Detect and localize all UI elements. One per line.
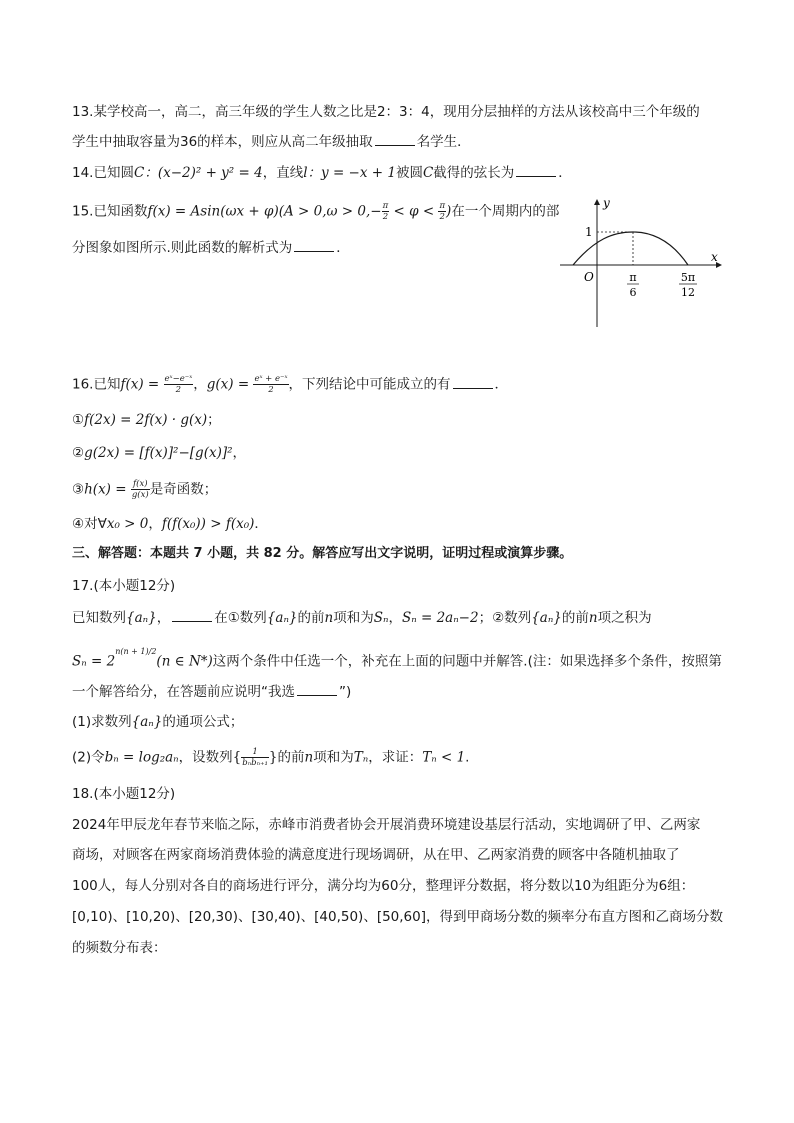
option-math: f(2x) = 2f(x) · g(x) — [84, 412, 208, 428]
q17-text: 的前 — [297, 610, 325, 626]
q13-text: 名学生． — [416, 134, 471, 150]
q17-text: 一个解答给分，在答题前应说明“我选 — [72, 684, 295, 700]
q17-text: 项和为 — [333, 610, 374, 626]
q17-part-1 — [72, 712, 243, 732]
q17-line3 — [72, 682, 351, 702]
q15-text: 分图象如图所示.则此函数的解析式为 — [72, 240, 293, 256]
q17-math: n — [304, 749, 314, 766]
frac-den: bₙbₙ₊₁ — [242, 758, 268, 768]
q16-text: 16.已知 — [72, 376, 121, 393]
q17-text: ”) — [339, 684, 352, 700]
frac-num: eˣ−e⁻ˣ — [164, 374, 193, 384]
q18-heading: 18.(本小题12分) — [72, 786, 176, 802]
q17-text: 这两个条件中任选一个，补充在上面的问题中并解答.(注：如果选择多个条件，按照第 — [212, 653, 722, 670]
q17-text: 的前 — [277, 749, 305, 766]
q15-math: ) — [446, 203, 452, 220]
y-axis-label: y — [603, 196, 610, 210]
q16-stem — [72, 374, 508, 395]
answer-blank — [516, 164, 556, 177]
sine-graph — [555, 195, 730, 335]
x-axis-label: x — [711, 250, 718, 264]
q16-option-3 — [72, 479, 217, 500]
answer-blank — [294, 239, 334, 252]
q17-text: ， — [156, 610, 171, 626]
frac-num: π — [382, 201, 389, 211]
option-math: h(x) = — [84, 481, 131, 498]
q14-text: ，直线 — [262, 165, 304, 181]
q17-text: 的通项公式； — [162, 714, 244, 730]
q15-text: ． — [336, 240, 350, 256]
q17-math: n — [324, 610, 334, 626]
tick-5pi-12-den: 12 — [681, 286, 695, 299]
q15-text: 15.已知函数 — [72, 203, 148, 220]
line-equation: l：y = −x + 1 — [303, 165, 396, 181]
q17-line1 — [72, 608, 652, 628]
q17-text: 在①数列 — [214, 610, 267, 626]
tick-5pi-12-num: 5π — [680, 271, 696, 284]
option-text: ； — [207, 412, 221, 428]
q18-line1: 2024年甲辰龙年春节来临之际，赤峰市消费者协会开展消费环境建设基层行活动，实地调研了甲、乙两家 — [72, 817, 701, 833]
q13-text: 学生中抽取容量为36的样本，则应从高二年级抽取 — [72, 134, 373, 150]
q17-math: Sₙ — [373, 610, 389, 626]
q15-math: < φ < — [389, 203, 439, 220]
answer-blank — [297, 683, 337, 696]
answer-blank — [172, 609, 212, 622]
option-text: ， — [232, 445, 247, 461]
q17-math: {aₙ} — [126, 610, 157, 626]
fraction-reciprocal — [241, 747, 269, 768]
frac-num: f(x) — [131, 479, 150, 490]
q17-math: n — [588, 610, 598, 626]
q17-math: {aₙ} — [531, 610, 562, 626]
q17-text: 项和为 — [313, 749, 354, 766]
q17-math: {aₙ} — [266, 610, 298, 626]
frac-den: g(x) — [131, 490, 149, 500]
answer-blank — [375, 133, 415, 146]
q17-math: (n ∈ N*) — [156, 653, 213, 670]
q17-text: ，设数列 — [178, 749, 233, 766]
q16-text: ． — [494, 376, 509, 393]
q16-text: ， — [193, 376, 207, 393]
answer-blank — [453, 376, 493, 389]
frac-den: 2 — [175, 385, 182, 395]
q14-text: ． — [558, 165, 572, 181]
tick-pi-6-num: π — [629, 271, 637, 284]
option-marker: ④对∀ — [72, 516, 107, 532]
option-text: 是奇函数； — [149, 481, 218, 498]
q17-part-2: (2)令bₙ = log₂aₙ，设数列{ $\frac{1}{\text{bₙbₙ₊₁}}$ }的前n项和为Tₙ，求证：Tₙ < 1. — [72, 747, 470, 768]
option-marker: ② — [72, 445, 85, 461]
max-value-label: 1 — [585, 225, 593, 239]
q17-text: 已知数列 — [72, 610, 126, 626]
q14-line — [72, 163, 572, 183]
q14-text: 被圆 — [395, 165, 423, 181]
q13-line2 — [72, 132, 471, 152]
q13-line1: 13.某学校高一，高二，高三年级的学生人数之比是2：3：4，现用分层抽样的方法从该校高中三个年级的 — [72, 104, 700, 120]
q17-text: ；②数列 — [478, 610, 532, 626]
section-3-heading: 三、解答题：本题共 7 小题，共 82 分。解答应写出文字说明，证明过程或演算步骤。 — [72, 546, 573, 561]
frac-den: 2 — [439, 212, 445, 222]
q16-option-2 — [72, 443, 246, 463]
fraction-f — [164, 374, 194, 395]
q17-math: bₙ = log₂aₙ — [104, 749, 179, 766]
option-math: g(2x) = [f(x)]²−[g(x)]² — [84, 445, 233, 461]
exponent: n(n + 1)/2 — [115, 647, 157, 656]
q16-text: ，下列结论中可能成立的有 — [288, 376, 451, 393]
q17-math: Tₙ — [353, 749, 369, 766]
q15-text: 在一个周期内的部 — [451, 203, 560, 220]
q14-text: 截得的弦长为 — [433, 165, 515, 181]
q15-line2 — [72, 238, 350, 258]
fraction-pi-over-2 — [438, 201, 446, 222]
q16-option-4 — [72, 514, 268, 534]
q17-heading: 17.(本小题12分) — [72, 578, 176, 594]
circle-equation: C：(x−2)² + y² = 4 — [133, 165, 263, 181]
option-marker: ① — [72, 412, 85, 428]
fraction-g — [253, 374, 288, 395]
q14-text: 14.已知圆 — [72, 165, 134, 181]
frac-den: 2 — [382, 212, 389, 222]
option-marker: ③ — [72, 481, 85, 498]
q17-text: 的前 — [561, 610, 589, 626]
frac-num: eˣ + e⁻ˣ — [254, 374, 288, 384]
fraction-h — [131, 479, 150, 500]
function-expression: f(x) = Asin(ωx + φ)(A > 0,ω > 0,− — [147, 203, 382, 220]
option-text: ． — [254, 516, 268, 532]
q17-text: . — [465, 749, 470, 766]
q18-line3: 100人，每人分别对各自的商场进行评分，满分均为60分，整理评分数据，将分数以10为组距分为6组： — [72, 878, 695, 894]
q17-line2 — [72, 648, 722, 672]
q17-text: (2)令 — [72, 749, 105, 766]
q16-option-1 — [72, 410, 221, 430]
q16-math: g(x) = — [206, 376, 254, 393]
q17-math: Sₙ = 2 — [72, 653, 116, 670]
tick-pi-6-den: 6 — [629, 286, 637, 299]
option-text: ， — [148, 516, 162, 532]
q18-line4: [0,10)、[10,20)、[20,30)、[30,40)、[40,50)、[50,60]，得到甲商场分数的频率分布直方图和乙商场分数 — [72, 909, 723, 925]
q18-line5: 的频数分布表： — [72, 940, 167, 956]
q17-text: ， — [388, 610, 402, 626]
option-math: f(f(x₀)) > f(x₀) — [161, 516, 255, 532]
q17-math: {aₙ} — [131, 714, 163, 730]
q18-line2: 商场，对顾客在两家商场消费体验的满意度进行现场调研，从在甲、乙两家消费的顾客中各随机抽取了 — [72, 847, 680, 863]
frac-num: π — [439, 201, 446, 211]
q14-math: C — [422, 165, 434, 181]
q16-math: f(x) = — [120, 376, 164, 393]
frac-den: 2 — [268, 385, 274, 395]
q17-math: Sₙ = 2aₙ−2 — [401, 610, 479, 626]
q17-text: ，求证： — [368, 749, 423, 766]
origin-label: O — [584, 270, 594, 284]
q17-math: Tₙ < 1 — [422, 749, 466, 766]
q15-line1 — [72, 201, 559, 222]
q17-text: 项之积为 — [597, 610, 652, 626]
frac-num: 1 — [241, 747, 269, 758]
option-math: x₀ > 0 — [106, 516, 149, 532]
q17-text: (1)求数列 — [72, 714, 132, 730]
